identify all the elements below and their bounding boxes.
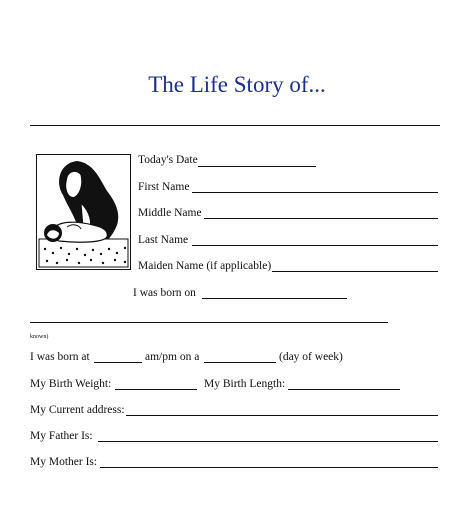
- todays-date-field[interactable]: [198, 166, 316, 167]
- birth-time-field[interactable]: [94, 362, 142, 363]
- first-name-label: First Name: [138, 181, 190, 193]
- middle-name-label: Middle Name: [138, 207, 202, 219]
- mother-label: My Mother Is:: [30, 456, 98, 468]
- maiden-name-label: Maiden Name (if applicable): [138, 260, 272, 272]
- name-line[interactable]: [30, 125, 440, 126]
- mother-baby-illustration: [36, 154, 131, 270]
- born-on-field[interactable]: [202, 298, 347, 299]
- born-on-label: I was born on: [133, 287, 196, 299]
- mother-field[interactable]: [100, 467, 438, 468]
- birth-length-field[interactable]: [288, 389, 400, 390]
- known-note: known): [30, 334, 49, 340]
- birth-weight-label: My Birth Weight:: [30, 378, 112, 390]
- current-address-label: My Current address:: [30, 404, 125, 416]
- father-field[interactable]: [98, 441, 438, 442]
- page-title: The Life Story of...: [148, 72, 326, 97]
- current-address-field[interactable]: [126, 415, 438, 416]
- maiden-name-field[interactable]: [272, 271, 438, 272]
- day-of-week-label: (day of week): [279, 351, 343, 363]
- last-name-field[interactable]: [192, 245, 438, 246]
- birth-weight-field[interactable]: [115, 389, 197, 390]
- ampm-label: am/pm on a: [145, 351, 200, 363]
- middle-name-field[interactable]: [204, 218, 438, 219]
- last-name-label: Last Name: [138, 234, 189, 246]
- first-name-field[interactable]: [192, 192, 438, 193]
- day-of-week-field[interactable]: [204, 362, 276, 363]
- born-at-label: I was born at: [30, 351, 90, 363]
- birthplace-field[interactable]: [30, 322, 388, 323]
- father-label: My Father Is:: [30, 430, 93, 442]
- mother-baby-icon: [37, 155, 130, 269]
- todays-date-label: Today's Date: [138, 154, 198, 166]
- birth-length-label: My Birth Length:: [204, 378, 286, 390]
